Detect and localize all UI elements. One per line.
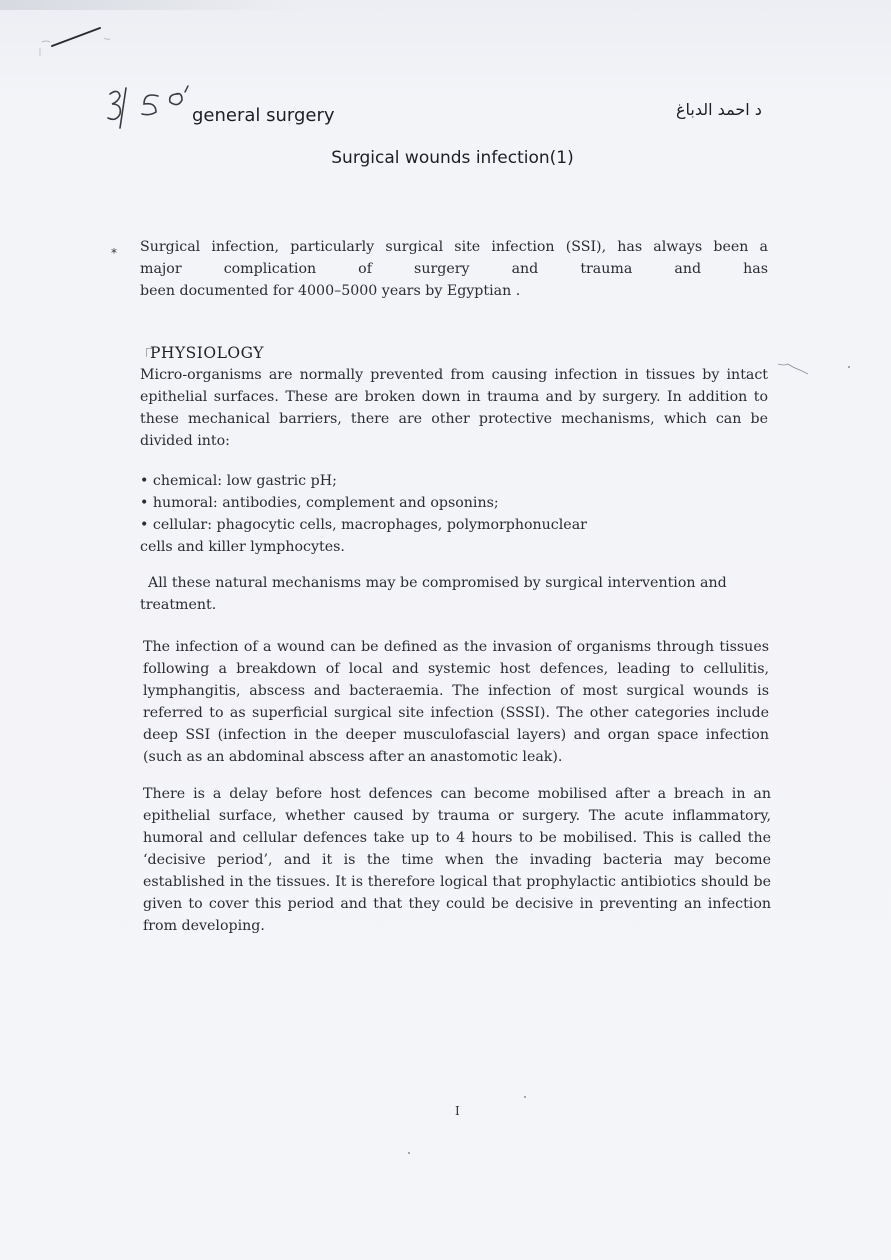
list-item-label: • chemical: [140, 473, 223, 489]
scan-artifact [0, 0, 300, 10]
list-item-label: • humoral: [140, 495, 218, 511]
asterisk-bullet-icon: * [111, 246, 117, 260]
list-item [140, 492, 768, 514]
author-name: د احمد الدباغ [676, 100, 762, 119]
list-item [140, 514, 768, 536]
list-item [140, 470, 768, 492]
margin-scribble [776, 360, 816, 376]
page-number: I [455, 1104, 460, 1118]
pen-stroke-mark [38, 20, 118, 60]
section-heading-physiology: PHYSIOLOGY [150, 344, 264, 362]
list-item-label: • cellular: [140, 517, 212, 533]
list-item-text: antibodies, complement and opsonins; [217, 495, 499, 511]
compromised-paragraph [140, 572, 768, 616]
intro-line-2: major complication of surgery and trauma and has [140, 261, 768, 277]
defence-mechanism-list [140, 470, 768, 558]
decisive-period-paragraph: There is a delay before host defences can become mobilised after a breach in an epithelial surface, whether caused by trauma or surgery. The acute inflammatory, humoral and cellular defences take up to 4 hours to be mobilised. This is called the ‘decisive period’, and it is the time when the invading bacteria may become established in the tissues. It is therefore logical that prophylactic antibiotics should be given to cover this period and that they could be decisive in preventing an infection from developing. [143, 786, 771, 934]
list-item [140, 536, 768, 558]
handwritten-grade-note [104, 84, 194, 134]
intro-line-1: Surgical infection, particularly surgical site infection (SSI), has always been a [140, 239, 768, 255]
list-item-text: low gastric pH; [222, 473, 337, 489]
course-name: general surgery [192, 105, 335, 126]
compromised-text: All these natural mechanisms may be compromised by surgical intervention and treatment. [140, 575, 727, 613]
intro-paragraph [140, 236, 768, 302]
infection-definition-paragraph: The infection of a wound can be defined as the invasion of organisms through tissues following a breakdown of local and systemic host defences, leading to cellulitis, lymphangitis, abscess and bacteraemia. The infection of most surgical wounds is referred to as superficial surgical site infection (SSSI). The other categories include deep SSI (infection in the deeper musculofascial layers) and organ space infection (such as an abdominal abscess after an anastomotic leak). [143, 639, 769, 765]
physiology-paragraph: Micro-organisms are normally prevented from causing infection in tissues by intact epithelial surfaces. These are broken down in trauma and by surgery. In addition to these mechanical barriers, there are other protective mechanisms, which can be divided into: [140, 367, 768, 449]
scan-dot [524, 1096, 526, 1098]
list-item-text: cells and killer lymphocytes. [140, 539, 345, 555]
list-item-text: phagocytic cells, macrophages, polymorphonuclear [212, 517, 587, 533]
scan-dot [408, 1152, 410, 1154]
scan-dot [848, 366, 850, 368]
document-title: Surgical wounds infection(1) [331, 148, 574, 168]
intro-line-3: been documented for 4000–5000 years by Egyptian . [140, 283, 521, 299]
